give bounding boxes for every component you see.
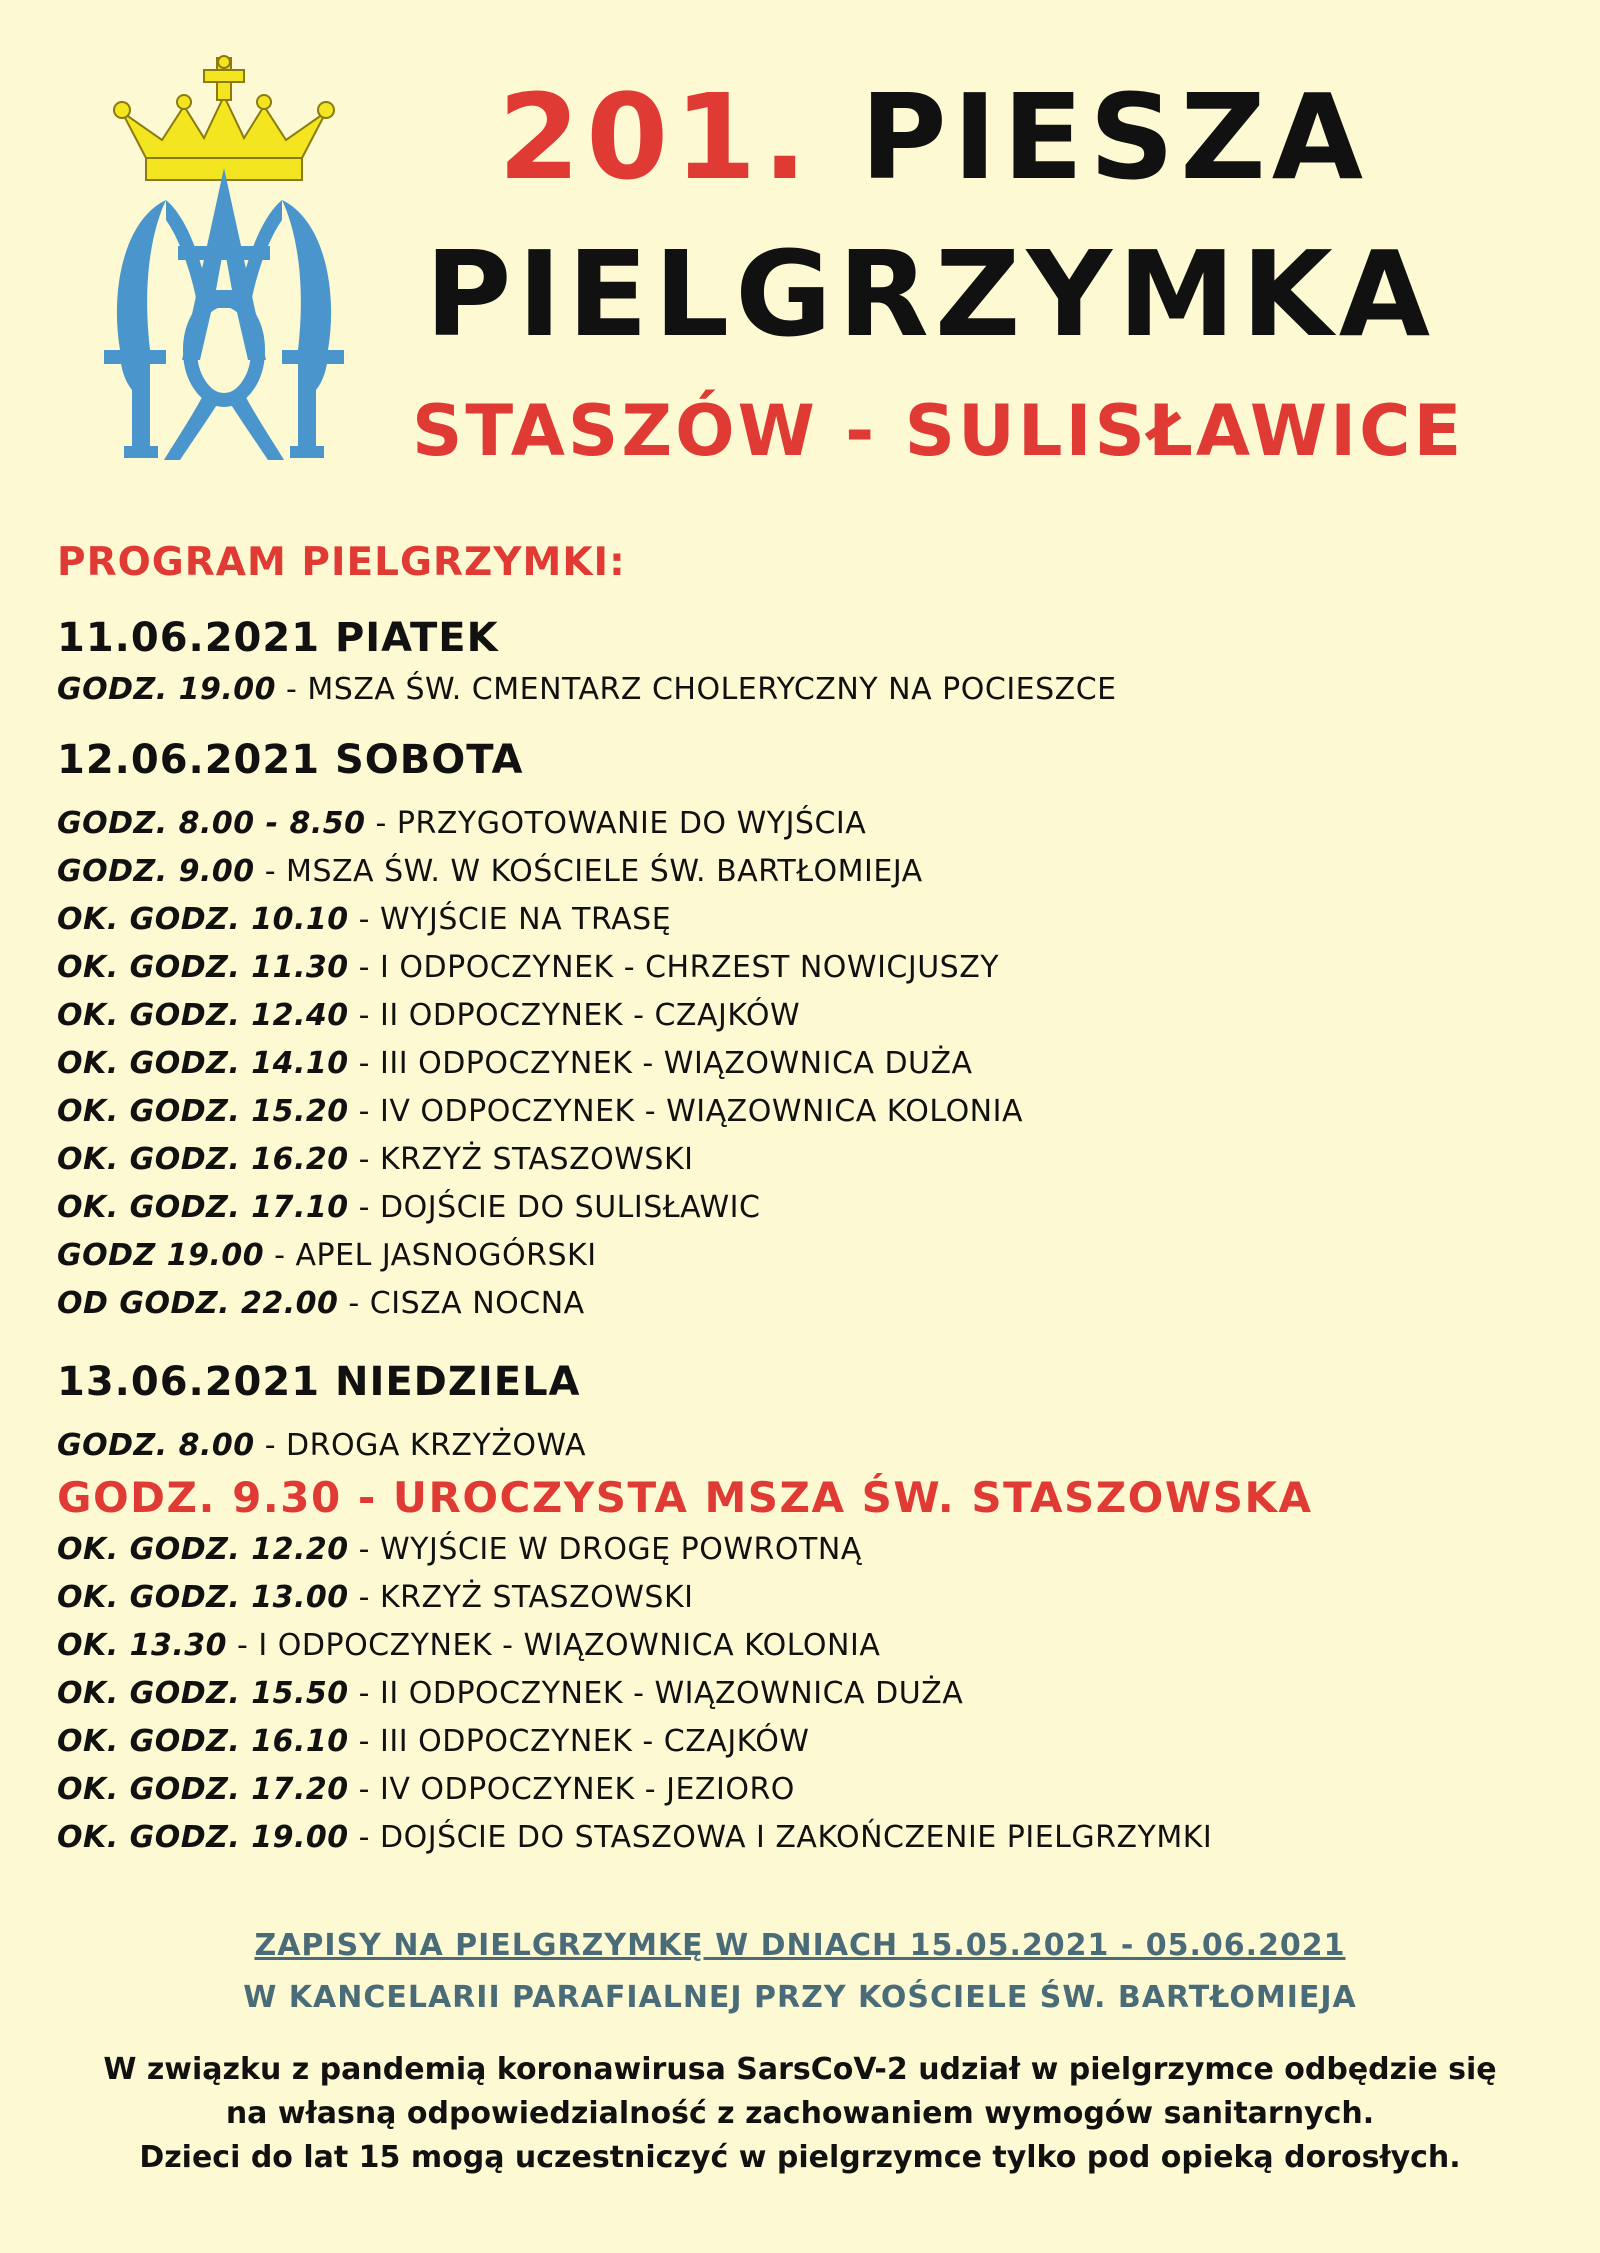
schedule-item (57, 1718, 1557, 1766)
schedule-text: - DOJŚCIE DO SULISŁAWIC (348, 1190, 761, 1225)
day-heading: 11.06.2021 PIATEK (57, 615, 499, 661)
schedule-text: - II ODPOCZYNEK - WIĄZOWNICA DUŻA (348, 1676, 964, 1711)
schedule-time: GODZ. 9.00 (57, 854, 255, 889)
day-block (57, 1354, 1557, 1862)
schedule-text: - III ODPOCZYNEK - CZAJKÓW (348, 1724, 810, 1759)
schedule-item (57, 1232, 1557, 1280)
day-block (57, 732, 1557, 1328)
schedule-time: GODZ. 8.00 - 8.50 (57, 806, 366, 841)
day-block (57, 610, 1557, 714)
schedule-time: OK. GODZ. 10.10 (57, 902, 349, 937)
title-word-piesza: PIESZA (860, 68, 1370, 206)
schedule-item (57, 1040, 1557, 1088)
schedule-text: - I ODPOCZYNEK - WIĄZOWNICA KOLONIA (226, 1628, 881, 1663)
schedule-item (57, 1280, 1557, 1328)
schedule-time: OK. GODZ. 15.20 (57, 1094, 349, 1129)
schedule-item (57, 1184, 1557, 1232)
schedule-time: GODZ. 9.30 (57, 1473, 342, 1522)
program-heading: PROGRAM PIELGRZYMKI: (57, 540, 626, 585)
schedule-item (57, 666, 1557, 714)
schedule-item-highlight (57, 1470, 1557, 1526)
schedule-time: OK. 13.30 (57, 1628, 227, 1663)
pandemic-notice (0, 2048, 1600, 2180)
schedule-text: - APEL JASNOGÓRSKI (264, 1238, 597, 1273)
schedule-time: OD GODZ. 22.00 (57, 1286, 339, 1321)
schedule-text: - IV ODPOCZYNEK - WIĄZOWNICA KOLONIA (348, 1094, 1023, 1129)
schedule-text: - KRZYŻ STASZOWSKI (348, 1580, 694, 1615)
day-heading: 13.06.2021 NIEDZIELA (57, 1359, 581, 1405)
schedule-item (57, 1136, 1557, 1184)
schedule-item (57, 944, 1557, 992)
schedule-time: OK. GODZ. 16.20 (57, 1142, 349, 1177)
registration-place: W KANCELARII PARAFIALNEJ PRZY KOŚCIELE ŚW. BARTŁOMIEJA (243, 1980, 1357, 2015)
schedule-text: - IV ODPOCZYNEK - JEZIORO (348, 1772, 795, 1807)
schedule-item (57, 1574, 1557, 1622)
schedule-item (57, 1622, 1557, 1670)
registration-dates: ZAPISY NA PIELGRZYMKĘ W DNIACH 15.05.2021 - 05.06.2021 (254, 1928, 1346, 1963)
title-word-pielgrzymka: PIELGRZYMKA (425, 225, 1437, 363)
schedule-text: - DOJŚCIE DO STASZOWA I ZAKOŃCZENIE PIELGRZYMKI (348, 1820, 1213, 1855)
schedule-time: OK. GODZ. 15.50 (57, 1676, 349, 1711)
schedule-item (57, 1670, 1557, 1718)
schedule-time: GODZ 19.00 (57, 1238, 265, 1273)
program-section (57, 540, 1557, 1862)
route-subtitle: STASZÓW - SULISŁAWICE (412, 390, 1465, 472)
schedule-time: OK. GODZ. 13.00 (57, 1580, 349, 1615)
schedule-text: - I ODPOCZYNEK - CHRZEST NOWICJUSZY (348, 950, 1000, 985)
notice-line: Dzieci do lat 15 mogą uczestniczyć w pielgrzymce tylko pod opieką dorosłych. (139, 2140, 1461, 2175)
schedule-text: - III ODPOCZYNEK - WIĄZOWNICA DUŻA (348, 1046, 973, 1081)
schedule-text: - WYJŚCIE NA TRASĘ (348, 902, 672, 937)
schedule-text: - MSZA ŚW. CMENTARZ CHOLERYCZNY NA POCIESZCE (276, 672, 1117, 707)
schedule-text: - CISZA NOCNA (338, 1286, 585, 1321)
schedule-time: GODZ. 19.00 (57, 672, 277, 707)
registration-info (0, 1920, 1600, 2024)
schedule-item (57, 1766, 1557, 1814)
schedule-time: OK. GODZ. 17.10 (57, 1190, 349, 1225)
schedule-time: OK. GODZ. 12.40 (57, 998, 349, 1033)
title-line-1 (498, 68, 1370, 206)
schedule-time: OK. GODZ. 11.30 (57, 950, 349, 985)
schedule-item (57, 800, 1557, 848)
schedule-item (57, 1814, 1557, 1862)
schedule-text: - MSZA ŚW. W KOŚCIELE ŚW. BARTŁOMIEJA (254, 854, 923, 889)
schedule-text: - WYJŚCIE W DROGĘ POWROTNĄ (348, 1532, 862, 1567)
schedule-time: OK. GODZ. 12.20 (57, 1532, 349, 1567)
schedule-item (57, 992, 1557, 1040)
schedule-text: - KRZYŻ STASZOWSKI (348, 1142, 694, 1177)
schedule-time: OK. GODZ. 17.20 (57, 1772, 349, 1807)
pilgrimage-number: 201. (498, 68, 814, 206)
schedule-time: OK. GODZ. 19.00 (57, 1820, 349, 1855)
day-heading: 12.06.2021 SOBOTA (57, 737, 524, 783)
notice-line: na własną odpowiedzialność z zachowaniem wymogów sanitarnych. (225, 2096, 1375, 2131)
schedule-text: - PRZYGOTOWANIE DO WYJŚCIA (365, 806, 867, 841)
schedule-text: - UROCZYSTA MSZA ŚW. STASZOWSKA (341, 1473, 1313, 1522)
schedule-item (57, 1422, 1557, 1470)
schedule-time: OK. GODZ. 16.10 (57, 1724, 349, 1759)
schedule-item (57, 848, 1557, 896)
crown-icon (114, 56, 334, 180)
schedule-time: OK. GODZ. 14.10 (57, 1046, 349, 1081)
schedule-text: - II ODPOCZYNEK - CZAJKÓW (348, 998, 801, 1033)
schedule-time: GODZ. 8.00 (57, 1428, 255, 1463)
notice-line: W związku z pandemią koronawirusa SarsCoV-2 udział w pielgrzymce odbędzie się (103, 2052, 1497, 2087)
schedule-item (57, 1526, 1557, 1574)
schedule-item (57, 896, 1557, 944)
schedule-item (57, 1088, 1557, 1136)
monogram-icon (104, 168, 344, 460)
schedule-text: - DROGA KRZYŻOWA (254, 1428, 587, 1463)
marian-monogram-crown-icon (80, 50, 360, 480)
